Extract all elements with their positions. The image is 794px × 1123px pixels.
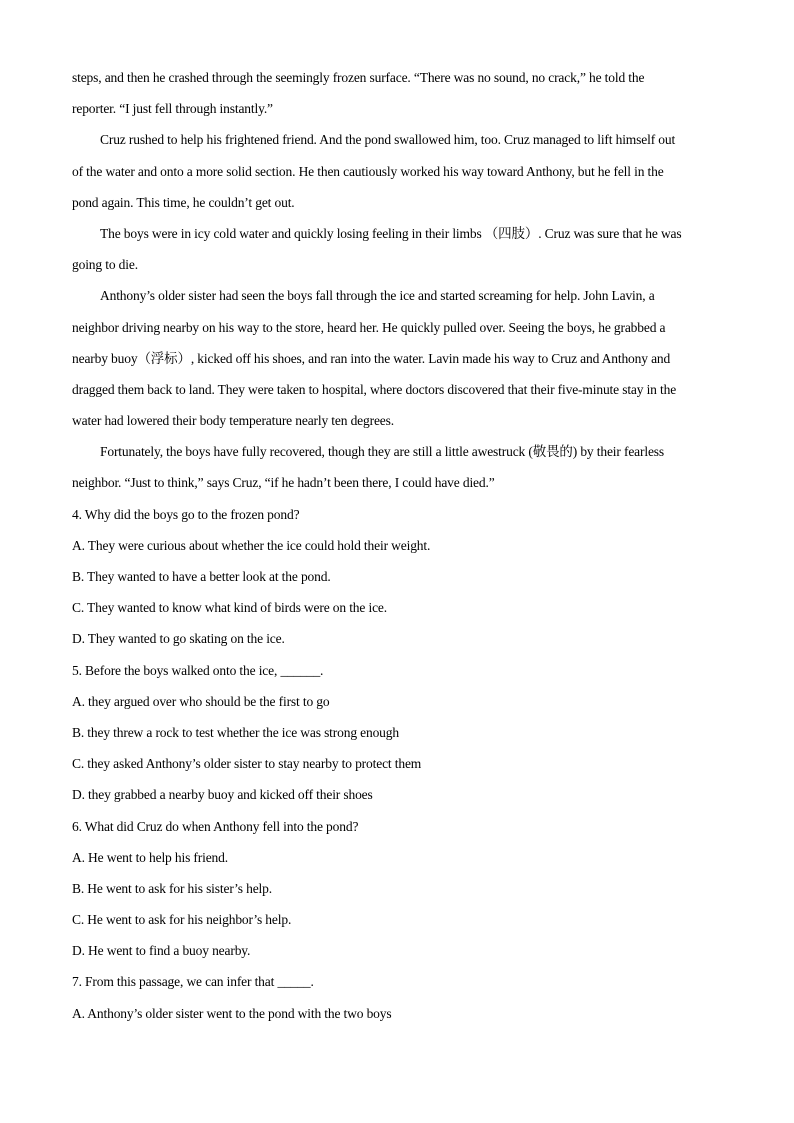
question-stem: 4. Why did the boys go to the frozen pond? xyxy=(72,506,300,522)
passage-line: The boys were in icy cold water and quickly losing feeling in their limbs （四肢）. Cruz was sure that he was xyxy=(100,225,682,241)
question-option: C. they asked Anthony’s older sister to stay nearby to protect them xyxy=(72,756,422,772)
passage-line: neighbor driving nearby on his way to the store, heard her. He quickly pulled over. Seeing the boys, he grabbed a xyxy=(72,319,666,335)
question-option: B. they threw a rock to test whether the ice was strong enough xyxy=(72,724,399,740)
passage-line: going to die. xyxy=(72,257,138,273)
question-option: A. Anthony’s older sister went to the pond with the two boys xyxy=(72,1005,392,1021)
passage-line: pond again. This time, he couldn’t get out. xyxy=(72,194,295,210)
passage-line: Fortunately, the boys have fully recovered, though they are still a little awestruck (敬畏的) by their fearless xyxy=(100,444,664,460)
passage-line: nearby buoy（浮标）, kicked off his shoes, and ran into the water. Lavin made his way to Cruz and Anthony and xyxy=(72,350,671,366)
passage-line: of the water and onto a more solid section. He then cautiously worked his way toward Anthony, but he fell in the xyxy=(72,163,664,179)
passage-line: neighbor. “Just to think,” says Cruz, “if he hadn’t been there, I could have died.” xyxy=(72,475,495,491)
question-option: C. He went to ask for his neighbor’s help. xyxy=(72,912,292,928)
question-option: D. He went to find a buoy nearby. xyxy=(72,943,251,959)
passage-line: Cruz rushed to help his frightened friend. And the pond swallowed him, too. Cruz managed to lift himself out xyxy=(100,132,676,148)
document-content xyxy=(72,62,724,1029)
question-option: A. He went to help his friend. xyxy=(72,849,228,865)
question-option: A. they argued over who should be the first to go xyxy=(72,693,330,709)
question-option: D. They wanted to go skating on the ice. xyxy=(72,631,285,647)
question-option: B. He went to ask for his sister’s help. xyxy=(72,880,272,896)
passage-line: Anthony’s older sister had seen the boys fall through the ice and started screaming for help. John Lavin, a xyxy=(100,288,655,304)
question-option: D. they grabbed a nearby buoy and kicked off their shoes xyxy=(72,787,373,803)
question-option: B. They wanted to have a better look at the pond. xyxy=(72,569,331,584)
question-option: A. They were curious about whether the ice could hold their weight. xyxy=(72,537,431,553)
question-option: C. They wanted to know what kind of birds were on the ice. xyxy=(72,600,387,616)
passage-line: reporter. “I just fell through instantly.” xyxy=(72,101,273,117)
question-stem: 6. What did Cruz do when Anthony fell into the pond? xyxy=(72,818,359,834)
passage-line: dragged them back to land. They were taken to hospital, where doctors discovered that their five-minute stay in the xyxy=(72,381,677,397)
passage-line: water had lowered their body temperature nearly ten degrees. xyxy=(72,413,394,429)
question-stem: 7. From this passage, we can infer that _____. xyxy=(72,974,314,990)
passage-line: steps, and then he crashed through the seemingly frozen surface. “There was no sound, no crack,” he told the xyxy=(72,70,645,85)
question-stem: 5. Before the boys walked onto the ice, ______. xyxy=(72,662,324,678)
